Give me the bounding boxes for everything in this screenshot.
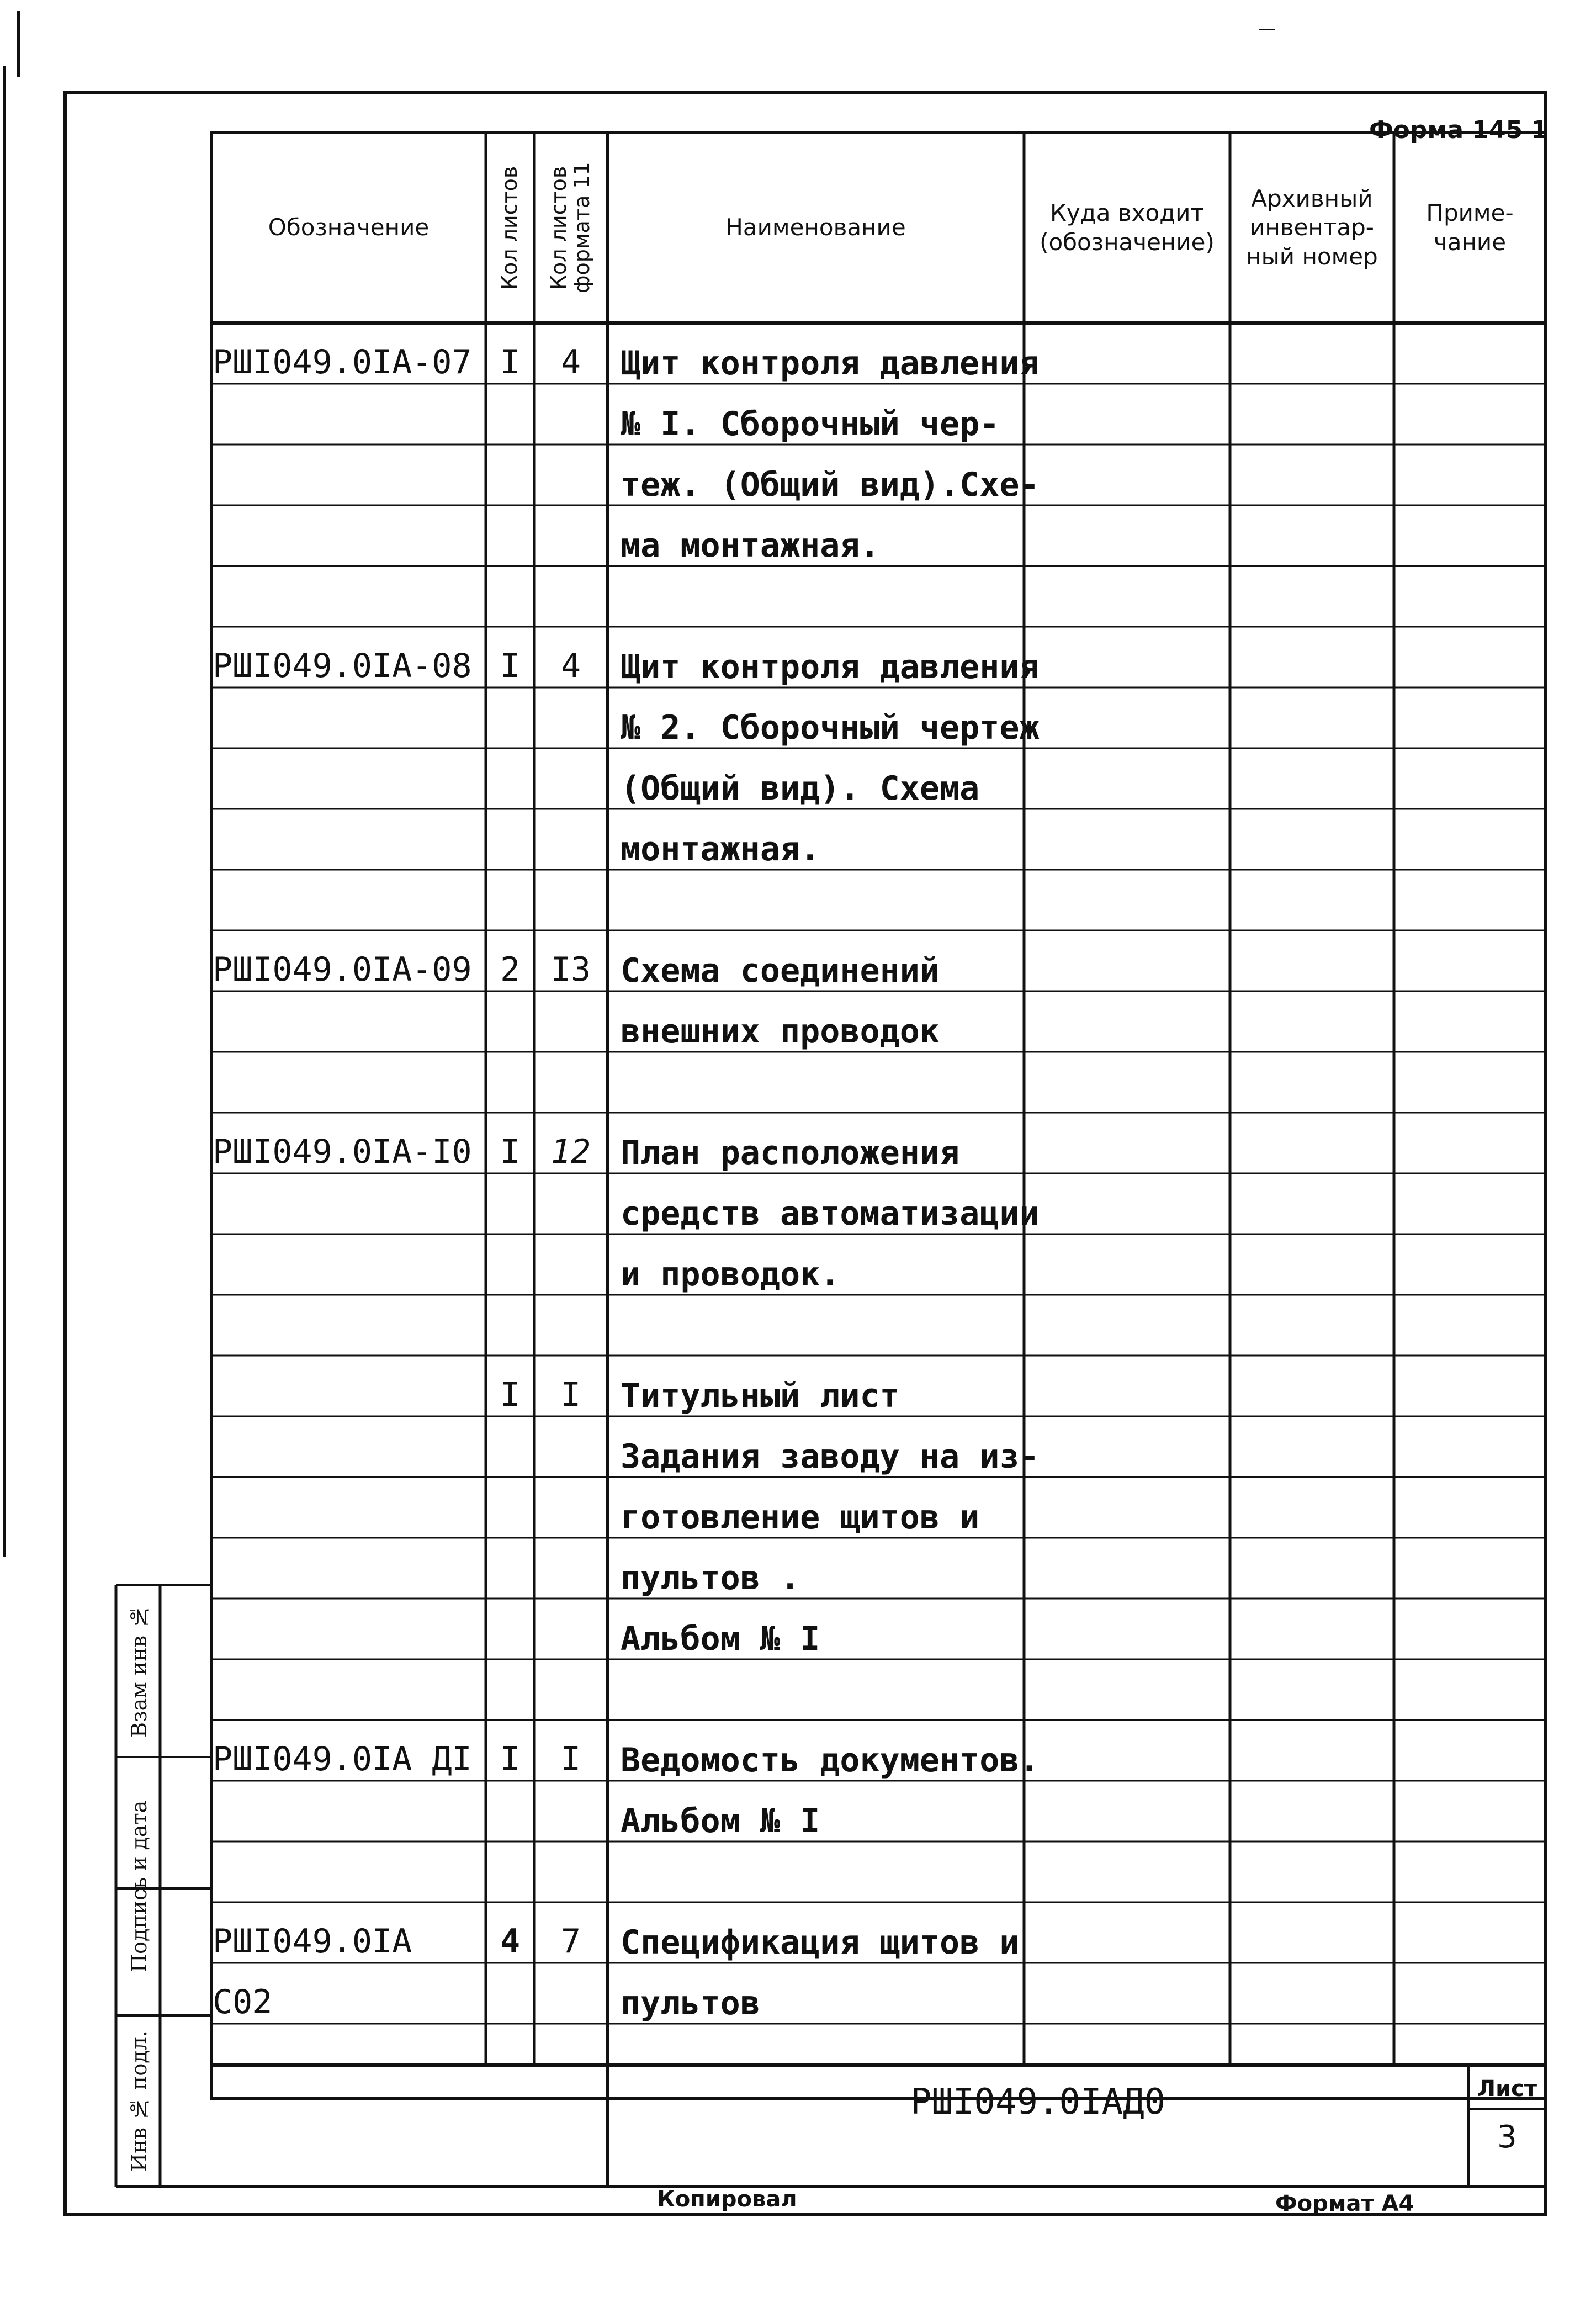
entry-name-line: и проводок. xyxy=(621,1255,840,1294)
entry-name-line: внешних проводок xyxy=(621,1012,940,1051)
entry-count: I xyxy=(500,1132,521,1171)
side-label-swap-inv: Взам инв № xyxy=(127,1604,151,1738)
sheet-number: 3 xyxy=(1497,2119,1517,2155)
side-label-sign-date: Подпись и дата xyxy=(127,1800,151,1972)
side-label-inv-orig: Инв № подл. xyxy=(127,2030,151,2172)
entry-code: РШI049.0IA xyxy=(213,1922,412,1961)
entry-name-line: Ведомость документов. xyxy=(621,1741,1040,1780)
header-designation: Обозначение xyxy=(268,214,430,241)
entry-name-line: средств автоматизации xyxy=(621,1194,1040,1233)
entry-name-line: Альбом № I xyxy=(621,1802,820,1840)
sheet-label: Лист xyxy=(1477,2076,1537,2102)
entry-code: С02 xyxy=(213,1983,273,2021)
entry-count: 2 xyxy=(500,950,521,989)
entry-name-line: теж. (Общий вид).Схе- xyxy=(621,465,1040,504)
entry-code: РШI049.0IA-08 xyxy=(213,647,472,685)
entry-code: РШI049.0IA ДI xyxy=(213,1740,472,1779)
entry-count-f11: I xyxy=(560,1375,581,1414)
document-code: РШI049.0IАД0 xyxy=(910,2082,1166,2123)
entry-count-f11: 4 xyxy=(560,647,581,685)
entry-name-line: пультов . xyxy=(621,1559,800,1597)
header-archive-number: Архивный инвентар- ный номер xyxy=(1246,184,1378,270)
entry-code: РШI049.0IA-09 xyxy=(213,950,472,989)
footer-copied: Копировал xyxy=(657,2187,797,2212)
entry-name-line: № 2. Сборочный чертеж xyxy=(621,708,1040,747)
header-sheet-count: Кол листов xyxy=(497,166,522,290)
entry-count-f11: 12 xyxy=(550,1132,591,1171)
entry-name-line: План расположения xyxy=(621,1134,960,1172)
entry-name-line: Задания заводу на из- xyxy=(621,1437,1040,1476)
header-note: Приме- чание xyxy=(1426,199,1514,256)
entry-count-f11: I xyxy=(560,1740,581,1779)
entry-count: I xyxy=(500,1375,521,1414)
entry-name-line: Щит контроля давления xyxy=(621,344,1040,383)
entry-count-f11: I3 xyxy=(550,950,591,989)
entry-name-line: готовление щитов и xyxy=(621,1498,980,1537)
entry-name-line: Схема соединений xyxy=(621,951,940,990)
entry-count: I xyxy=(500,647,521,685)
entry-count-f11: 7 xyxy=(560,1922,581,1961)
entry-name-line: Альбом № I xyxy=(621,1619,820,1658)
entry-name-line: Титульный лист xyxy=(621,1377,900,1415)
entry-count: I xyxy=(500,343,521,382)
entry-name-line: пультов xyxy=(621,1984,760,2023)
entry-count: 4 xyxy=(500,1922,521,1961)
form-label: Форма 145 1 xyxy=(1369,116,1549,144)
entry-name-line: Спецификация щитов и xyxy=(621,1923,1020,1962)
entry-name-line: (Общий вид). Схема xyxy=(621,769,980,808)
header-used-in: Куда входит (обозначение) xyxy=(1040,199,1215,256)
entry-code: РШI049.0IA-07 xyxy=(213,343,472,382)
entry-name-line: ма монтажная. xyxy=(621,526,880,565)
header-sheet-count-f11: Кол листов формата 11 xyxy=(547,162,594,294)
entry-name-line: № I. Сборочный чер- xyxy=(621,405,1000,443)
entry-code: РШI049.0IA-I0 xyxy=(213,1132,472,1171)
entry-name-line: Щит контроля давления xyxy=(621,648,1040,686)
entry-name-line: монтажная. xyxy=(621,830,820,869)
entry-count-f11: 4 xyxy=(560,343,581,382)
header-name: Наименование xyxy=(725,214,906,241)
entry-count: I xyxy=(500,1740,521,1779)
footer-format: Формат А4 xyxy=(1275,2191,1414,2216)
